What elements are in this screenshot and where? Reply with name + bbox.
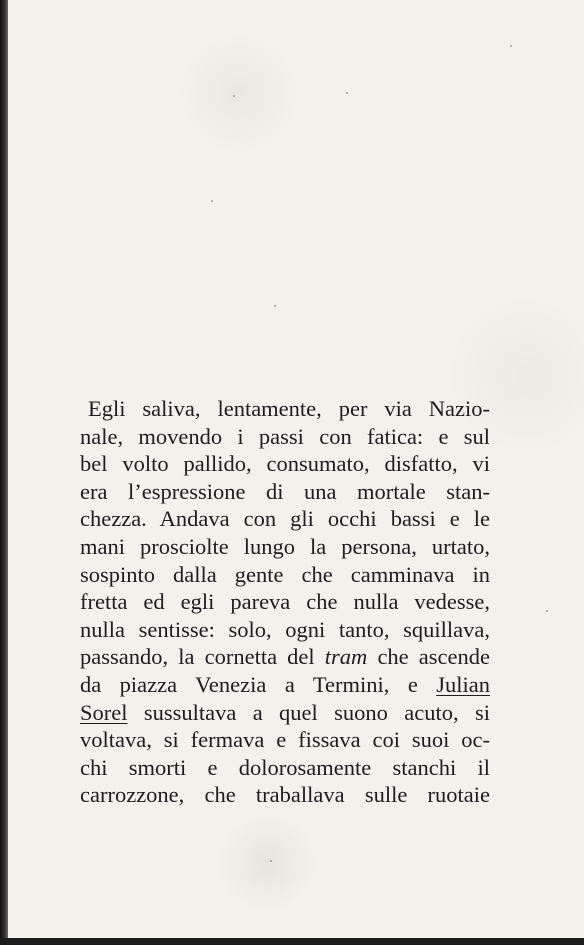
text-line xyxy=(80,450,490,478)
text-line xyxy=(80,533,490,561)
paper-speck xyxy=(233,95,235,97)
text-line xyxy=(80,561,490,589)
text-line xyxy=(80,395,490,423)
text-segment: nulla sentisse: solo, ogni tanto, squillava, xyxy=(80,616,490,642)
text-segment: voltava, si fermava e fissava coi suoi oc- xyxy=(80,727,490,753)
paper-speck xyxy=(274,305,276,307)
paper-speck xyxy=(270,860,272,862)
text-line xyxy=(80,588,490,616)
book-spine-shadow xyxy=(0,0,8,945)
text-line xyxy=(80,754,490,782)
text-segment: che ascende xyxy=(367,644,490,670)
text-segment: nale, movendo i passi con fatica: e sul xyxy=(80,423,490,449)
underlined-name: Julian xyxy=(436,671,490,697)
text-segment: mani prosciolte lungo la persona, urtato, xyxy=(80,533,490,559)
paper-speck xyxy=(346,92,348,94)
text-segment: fretta ed egli pareva che nulla vedesse, xyxy=(80,589,490,615)
text-line xyxy=(80,478,490,506)
text-segment: era l’espressione di una mortale stan- xyxy=(80,478,490,504)
text-segment: carrozzone, che traballava sulle ruotaie xyxy=(80,782,490,808)
page-bottom-edge xyxy=(0,938,584,945)
paper-speck xyxy=(510,45,512,47)
paper-speck xyxy=(211,200,213,202)
text-line xyxy=(80,699,490,727)
text-segment: sussultava a quel suono acuto, si xyxy=(127,699,490,725)
underlined-name: Sorel xyxy=(80,699,128,725)
text-segment: chezza. Andava con gli occhi bassi e le xyxy=(80,506,490,532)
body-paragraph xyxy=(80,395,490,809)
text-line xyxy=(80,616,490,644)
italic-word: tram xyxy=(324,644,368,670)
text-segment: Egli saliva, lentamente, per via Nazio- xyxy=(88,396,490,421)
text-line xyxy=(80,643,490,671)
text-line xyxy=(80,671,490,699)
text-segment: chi smorti e dolorosamente stanchi il xyxy=(80,754,490,780)
text-line xyxy=(80,726,490,754)
text-segment: da piazza Venezia a Termini, e xyxy=(80,671,437,697)
text-line xyxy=(80,781,490,809)
text-segment: passando, la cornetta del xyxy=(80,644,325,670)
text-line xyxy=(80,505,490,533)
text-line xyxy=(80,423,490,451)
paper-speck xyxy=(546,610,548,612)
text-segment: bel volto pallido, consumato, disfatto, vi xyxy=(80,451,490,477)
text-segment: sospinto dalla gente che camminava in xyxy=(80,561,490,587)
